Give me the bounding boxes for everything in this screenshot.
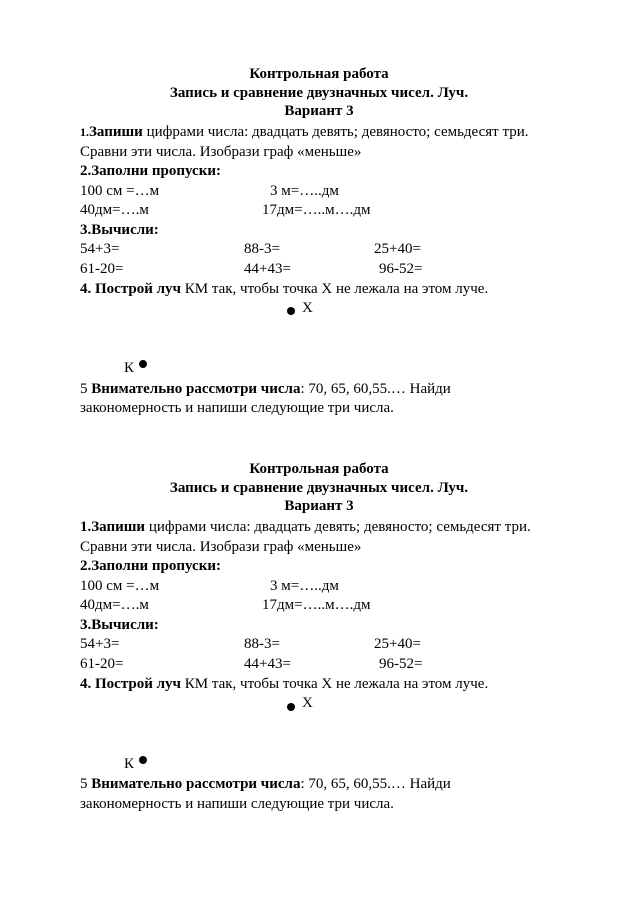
task-2-heading: 2.Заполни пропуски: [80,163,221,179]
point-x-dot [287,703,295,711]
task-1-text: цифрами числа: двадцать девять; девяносто; семьдесят три. [145,519,531,535]
task-3-r1c3: 25+40= [374,636,421,652]
point-k-dot [139,360,147,368]
task-3-r1c1: 54+3= [80,241,120,257]
task-1-text: цифрами числа: двадцать девять; девяносто; семьдесят три. [142,124,529,140]
task-2-r1c1: 100 см =…м [80,578,160,594]
task-3-r2c2: 44+43= [244,656,291,672]
point-k-dot [139,756,147,764]
task-4-line [80,675,488,693]
point-x-dot [287,307,295,315]
task-2-r2c2: 17дм=…..м….дм [262,597,371,613]
task-5-bold: Внимательно рассмотри числа [91,381,301,397]
task-5-line-2: закономерность и напиши следующие три числа. [80,796,394,812]
task-3-r2c3: 96-52= [379,656,423,672]
point-k-label: К [124,756,135,772]
variant-label: Вариант 3 [284,498,354,514]
task-2-r1c2: 3 м=…..дм [270,578,339,594]
page-subtitle: Запись и сравнение двузначных чисел. Луч. [169,85,469,101]
task-3-r2c1: 61-20= [80,656,124,672]
task-1-line-1 [80,518,531,536]
task-3-heading: 3.Вычисли: [80,617,159,633]
task-2-heading: 2.Заполни пропуски: [80,558,221,574]
task-2-r2c1: 40дм=….м [80,597,149,613]
task-1-bold: Запиши [91,519,146,535]
task-1-line-2: Сравни эти числа. Изобрази граф «меньше» [80,144,362,160]
task-5-bold: Внимательно рассмотри числа [91,776,301,792]
task-4-bold: 4. Построй луч [80,281,181,297]
task-1-line-2: Сравни эти числа. Изобрази граф «меньше» [80,539,362,555]
task-4-line [80,280,488,298]
task-3-r1c2: 88-3= [244,241,280,257]
task-1-bold: Запиши [89,124,143,140]
page-title: Контрольная работа [249,461,389,477]
task-2-r2c1: 40дм=….м [80,202,149,218]
worksheet-variant-1 [0,0,638,420]
point-k-label: К [124,360,135,376]
task-5-line-2: закономерность и напиши следующие три числа. [80,400,394,416]
task-1-number: 1. [80,519,92,535]
task-1-line-1 [80,123,528,141]
task-4-bold: 4. Построй луч [80,676,181,692]
variant-label: Вариант 3 [284,103,354,119]
task-5-number: 5 [80,381,92,397]
point-x-label: Х [302,300,313,316]
task-2-r1c1: 100 см =…м [80,183,160,199]
task-1-number: 1. [80,125,89,139]
task-2-r2c2: 17дм=…..м….дм [262,202,371,218]
task-3-r2c1: 61-20= [80,261,124,277]
task-3-r1c2: 88-3= [244,636,280,652]
page-title: Контрольная работа [249,66,389,82]
task-5-line-1 [80,775,451,793]
task-3-r2c3: 96-52= [379,261,423,277]
page-subtitle: Запись и сравнение двузначных чисел. Луч. [169,480,469,496]
worksheet-variant-2 [0,395,638,815]
task-4-text: КМ так, чтобы точка Х не лежала на этом луче. [181,676,489,692]
task-5-text: : 70, 65, 60,55.… Найди [300,381,451,397]
task-3-r1c1: 54+3= [80,636,120,652]
task-5-number: 5 [80,776,92,792]
task-5-text: : 70, 65, 60,55.… Найди [300,776,451,792]
task-3-heading: 3.Вычисли: [80,222,159,238]
task-2-r1c2: 3 м=…..дм [270,183,339,199]
task-4-text: КМ так, чтобы точка Х не лежала на этом луче. [181,281,489,297]
task-3-r2c2: 44+43= [244,261,291,277]
point-x-label: Х [302,695,313,711]
task-3-r1c3: 25+40= [374,241,421,257]
